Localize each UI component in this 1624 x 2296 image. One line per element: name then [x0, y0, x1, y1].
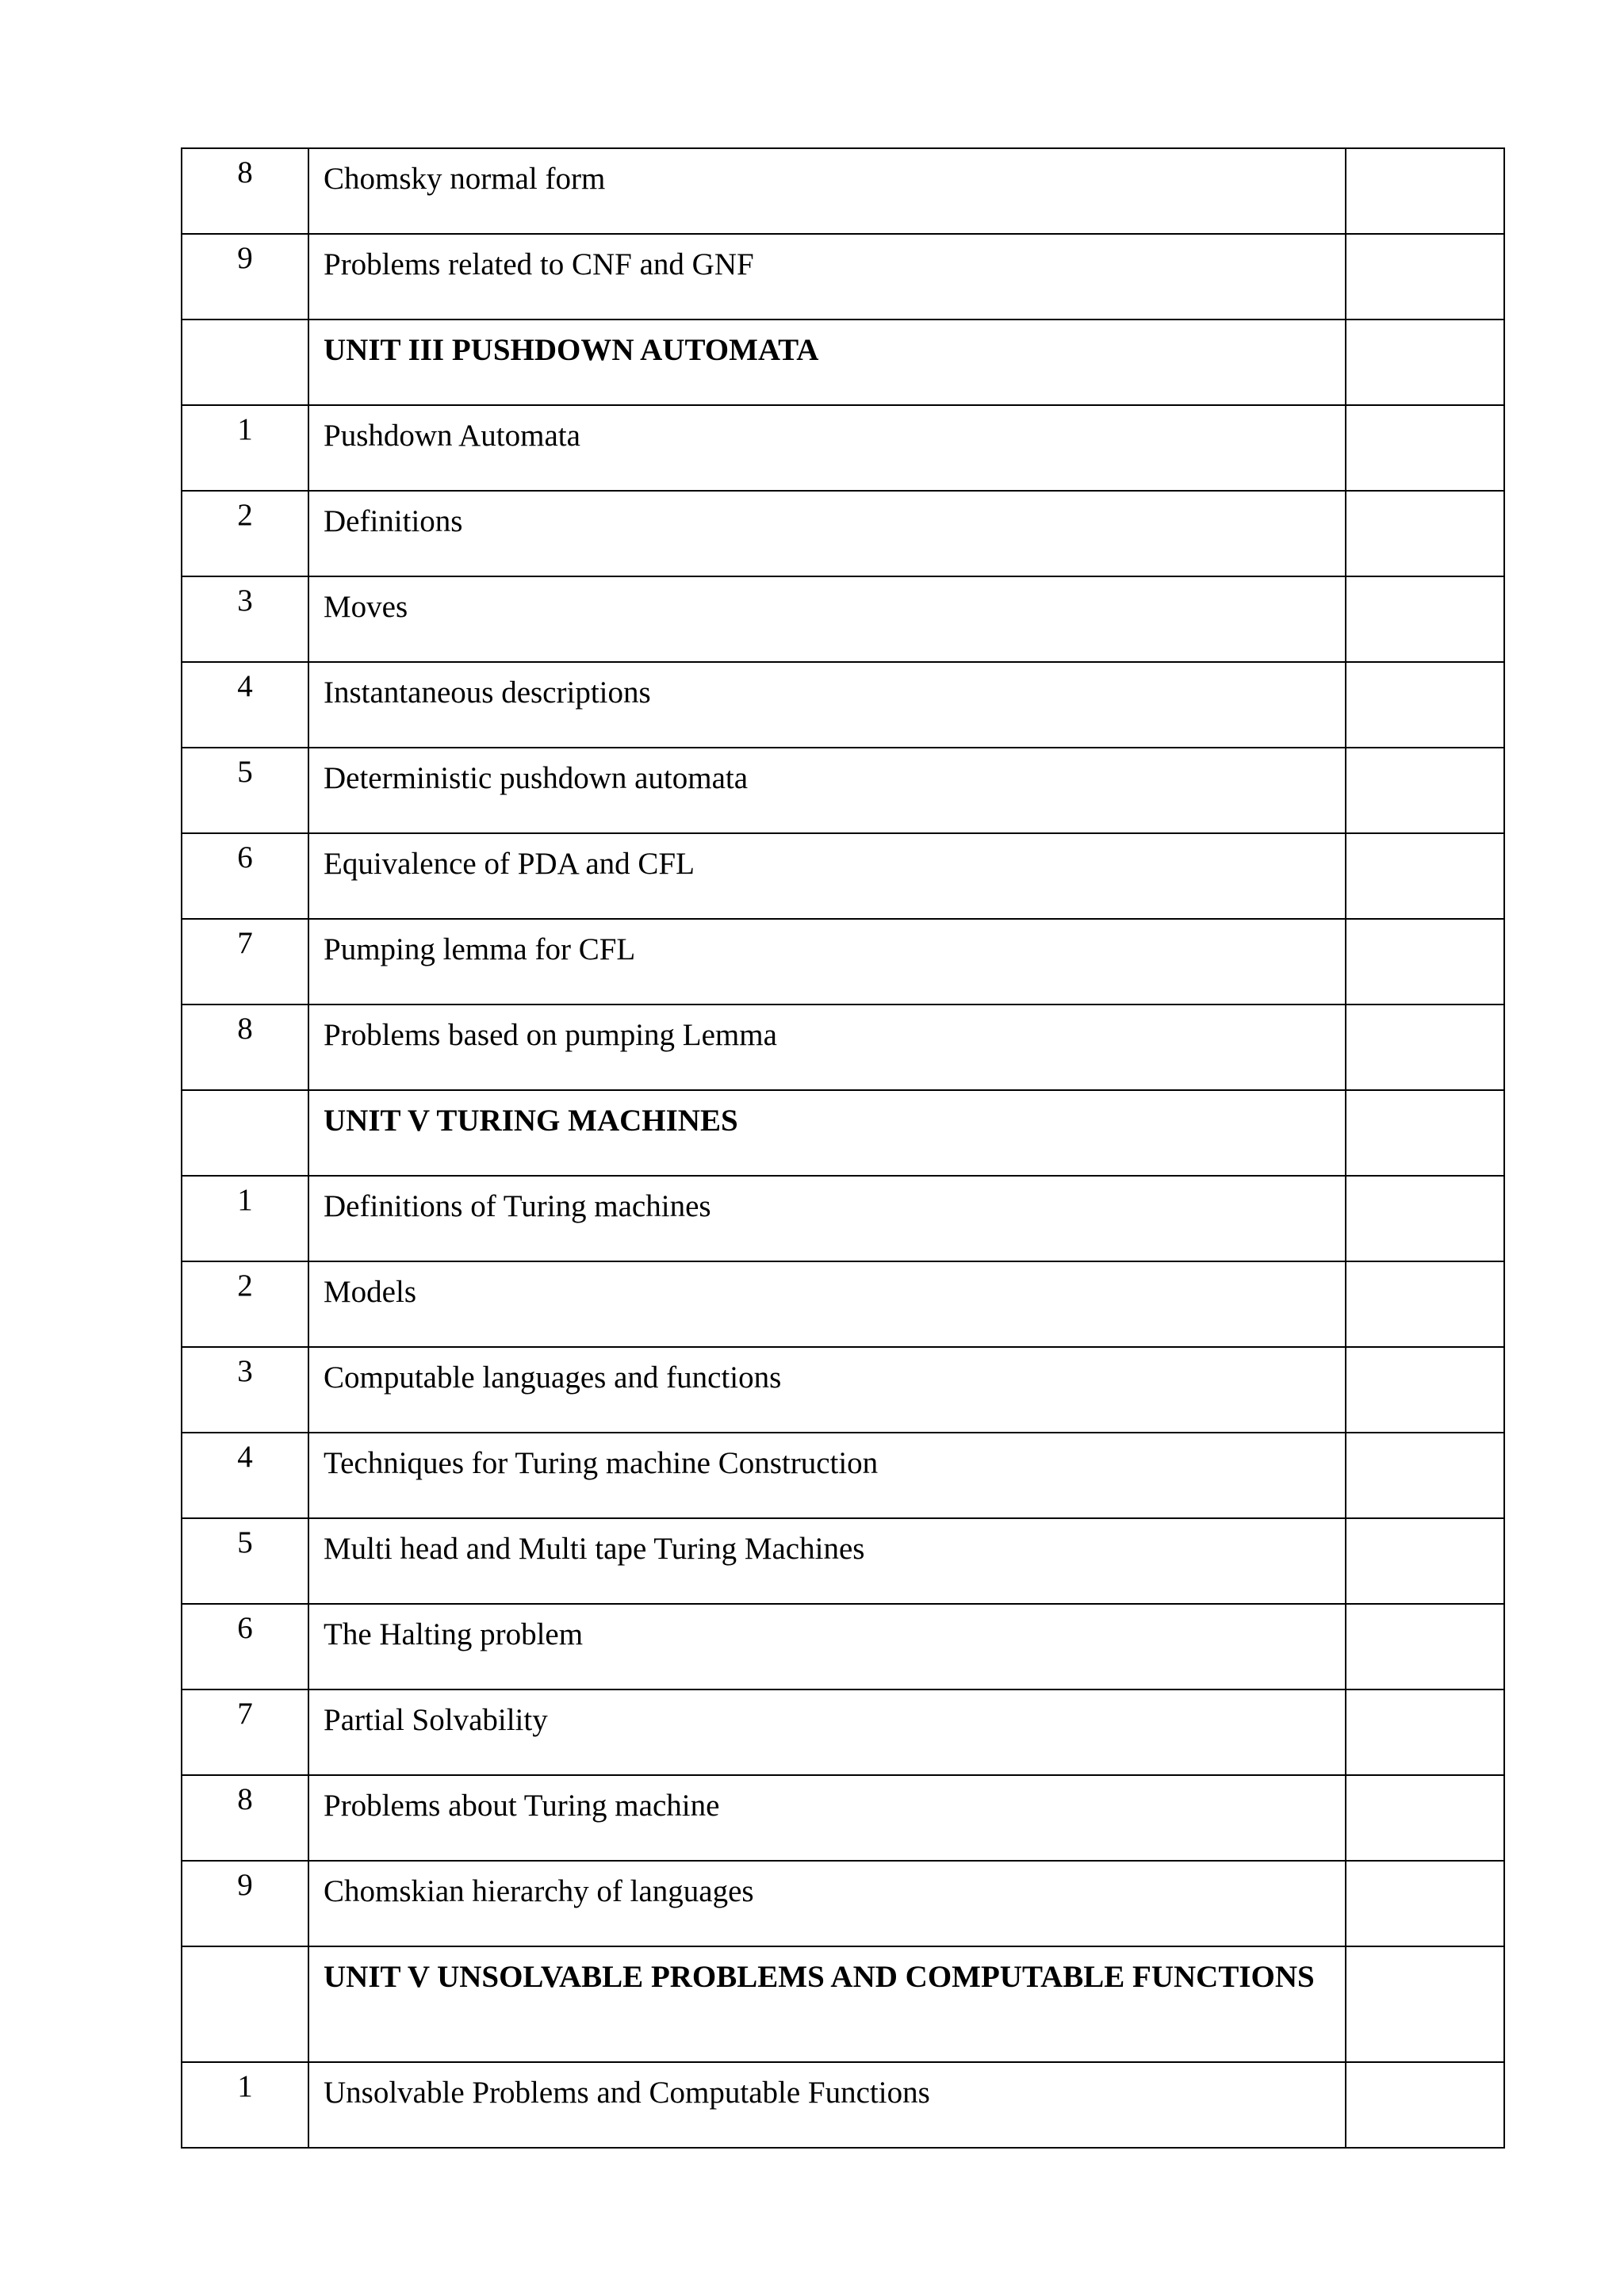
row-number: 7 [182, 919, 308, 1004]
row-number: 8 [182, 1004, 308, 1090]
row-blank-cell [1346, 1176, 1504, 1261]
row-topic: Chomsky normal form [308, 148, 1346, 234]
row-blank-cell [1346, 1090, 1504, 1176]
row-blank-cell [1346, 1775, 1504, 1861]
row-topic: Pushdown Automata [308, 405, 1346, 491]
row-number: 3 [182, 576, 308, 662]
table-row [182, 1176, 1504, 1261]
row-topic: Techniques for Turing machine Construction [308, 1433, 1346, 1518]
row-number: 6 [182, 1604, 308, 1689]
row-topic: Chomskian hierarchy of languages [308, 1861, 1346, 1946]
row-blank-cell [1346, 748, 1504, 833]
row-topic: Equivalence of PDA and CFL [308, 833, 1346, 919]
table-row [182, 1347, 1504, 1433]
row-number: 9 [182, 234, 308, 320]
row-topic: Problems based on pumping Lemma [308, 1004, 1346, 1090]
unit-heading: UNIT V UNSOLVABLE PROBLEMS AND COMPUTABLE FUNCTIONS [308, 1946, 1346, 2062]
table-row [182, 405, 1504, 491]
row-blank-cell [1346, 1261, 1504, 1347]
table-row [182, 2062, 1504, 2148]
row-number: 1 [182, 405, 308, 491]
row-topic: The Halting problem [308, 1604, 1346, 1689]
row-topic: Unsolvable Problems and Computable Functions [308, 2062, 1346, 2148]
row-number: 8 [182, 1775, 308, 1861]
row-number: 8 [182, 148, 308, 234]
row-blank-cell [1346, 405, 1504, 491]
table-row [182, 1261, 1504, 1347]
table-row [182, 748, 1504, 833]
row-blank-cell [1346, 1604, 1504, 1689]
row-topic: Moves [308, 576, 1346, 662]
row-blank-cell [1346, 919, 1504, 1004]
row-number [182, 1946, 308, 2062]
row-blank-cell [1346, 1689, 1504, 1775]
row-number: 4 [182, 1433, 308, 1518]
row-blank-cell [1346, 148, 1504, 234]
row-number: 2 [182, 1261, 308, 1347]
table-row [182, 1861, 1504, 1946]
row-blank-cell [1346, 576, 1504, 662]
row-topic: Partial Solvability [308, 1689, 1346, 1775]
table-row [182, 1518, 1504, 1604]
row-number: 1 [182, 2062, 308, 2148]
row-number: 3 [182, 1347, 308, 1433]
row-number: 6 [182, 833, 308, 919]
row-topic: Multi head and Multi tape Turing Machines [308, 1518, 1346, 1604]
unit-heading-row [182, 1946, 1504, 2062]
row-blank-cell [1346, 833, 1504, 919]
row-number: 2 [182, 491, 308, 576]
row-number: 5 [182, 1518, 308, 1604]
table-row [182, 1004, 1504, 1090]
unit-heading-row [182, 1090, 1504, 1176]
row-blank-cell [1346, 1433, 1504, 1518]
row-blank-cell [1346, 2062, 1504, 2148]
row-blank-cell [1346, 1004, 1504, 1090]
row-number: 1 [182, 1176, 308, 1261]
table-row [182, 576, 1504, 662]
row-blank-cell [1346, 1861, 1504, 1946]
row-blank-cell [1346, 1347, 1504, 1433]
table-row [182, 234, 1504, 320]
row-number: 7 [182, 1689, 308, 1775]
row-blank-cell [1346, 491, 1504, 576]
row-number [182, 320, 308, 405]
row-topic: Deterministic pushdown automata [308, 748, 1346, 833]
row-topic: Definitions [308, 491, 1346, 576]
row-blank-cell [1346, 234, 1504, 320]
row-topic: Models [308, 1261, 1346, 1347]
table-row [182, 491, 1504, 576]
row-topic: Problems about Turing machine [308, 1775, 1346, 1861]
row-blank-cell [1346, 1518, 1504, 1604]
table-row [182, 1604, 1504, 1689]
table-row [182, 148, 1504, 234]
unit-heading: UNIT III PUSHDOWN AUTOMATA [308, 320, 1346, 405]
table-row [182, 1775, 1504, 1861]
row-number: 5 [182, 748, 308, 833]
table-row [182, 1689, 1504, 1775]
table-row [182, 662, 1504, 748]
row-blank-cell [1346, 662, 1504, 748]
table-row [182, 919, 1504, 1004]
syllabus-table [181, 147, 1505, 2149]
row-blank-cell [1346, 1946, 1504, 2062]
unit-heading: UNIT V TURING MACHINES [308, 1090, 1346, 1176]
row-topic: Instantaneous descriptions [308, 662, 1346, 748]
table-row [182, 1433, 1504, 1518]
row-topic: Pumping lemma for CFL [308, 919, 1346, 1004]
row-blank-cell [1346, 320, 1504, 405]
row-number: 9 [182, 1861, 308, 1946]
row-topic: Definitions of Turing machines [308, 1176, 1346, 1261]
row-number: 4 [182, 662, 308, 748]
row-number [182, 1090, 308, 1176]
table-row [182, 833, 1504, 919]
row-topic: Problems related to CNF and GNF [308, 234, 1346, 320]
row-topic: Computable languages and functions [308, 1347, 1346, 1433]
table-body [182, 148, 1504, 2148]
unit-heading-row [182, 320, 1504, 405]
